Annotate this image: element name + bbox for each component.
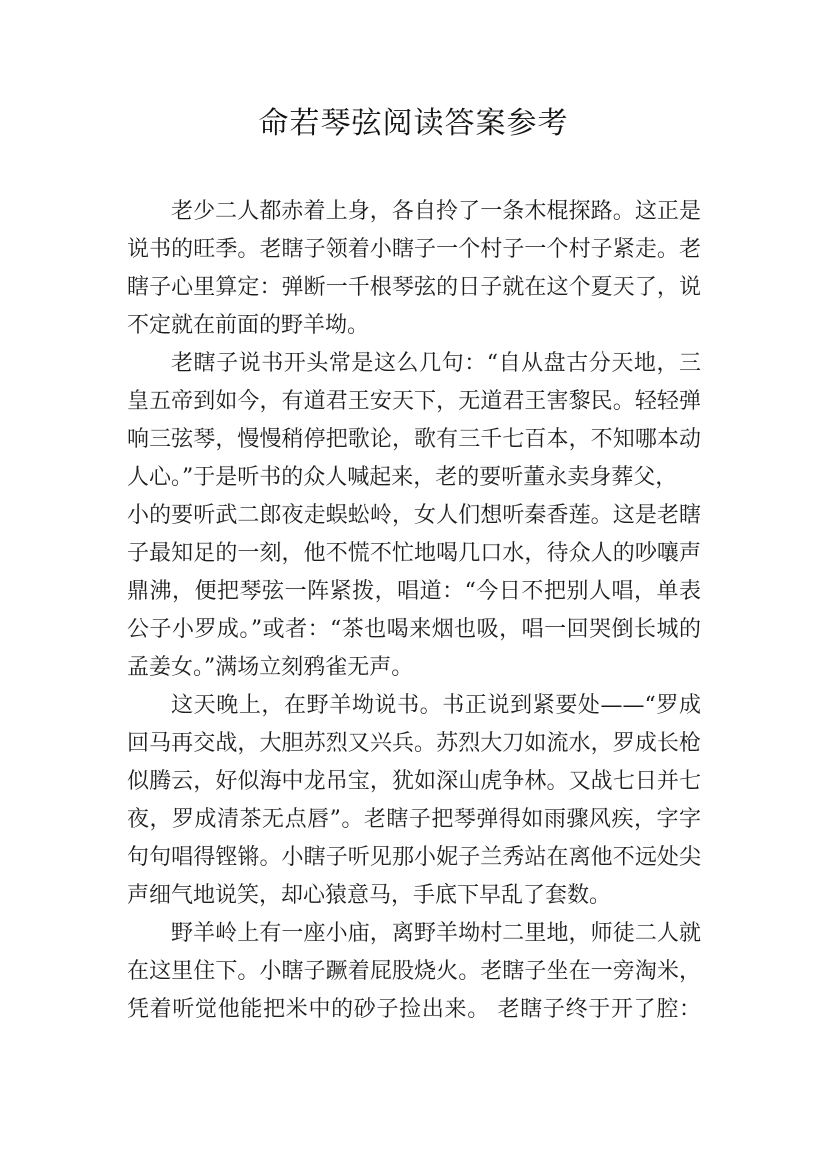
text-line: 夜，罗成清茶无点唇”。老瞎子把琴弹得如雨骤风疾，字字 bbox=[127, 807, 701, 832]
text-line: 人心。”于是听书的众人喊起来，老的要听董永卖身葬父， bbox=[127, 465, 678, 490]
text-line: 野羊岭上有一座小庙，离野羊坳村二里地，师徒二人就 bbox=[171, 921, 701, 946]
text-line: 子最知足的一刻，他不慌不忙地喝几口水，待众人的吵嚷声 bbox=[127, 541, 701, 566]
text-line: 瞎子心里算定：弹断一千根琴弦的日子就在这个夏天了，说 bbox=[127, 275, 701, 300]
text-line: 老少二人都赤着上身，各自拎了一条木棍探路。这正是 bbox=[171, 199, 701, 224]
document-title: 命若琴弦阅读答案参考 bbox=[258, 106, 569, 141]
text-line: 响三弦琴，慢慢稍停把歌论，歌有三千七百本，不知哪本动 bbox=[127, 427, 701, 452]
text-line: 在这里住下。小瞎子蹶着屁股烧火。老瞎子坐在一旁淘米， bbox=[127, 959, 701, 984]
text-line: 声细气地说笑，却心猿意马，手底下早乱了套数。 bbox=[127, 883, 612, 908]
text-line: 句句唱得铿锵。小瞎子听见那小妮子兰秀站在离他不远处尖 bbox=[127, 845, 701, 870]
text-line: 孟姜女。”满场立刻鸦雀无声。 bbox=[127, 655, 414, 680]
text-line: 回马再交战，大胆苏烈又兴兵。苏烈大刀如流水，罗成长枪 bbox=[127, 731, 701, 756]
text-line: 凭着听觉他能把米中的砂子捡出来。 老瞎子终于开了腔： bbox=[127, 997, 701, 1022]
text-line: 公子小罗成。”或者：“茶也喝来烟也吸，唱一回哭倒长城的 bbox=[127, 617, 701, 642]
text-line: 小的要听武二郎夜走蜈蚣岭，女人们想听秦香莲。这是老瞎 bbox=[127, 503, 701, 528]
text-line: 皇五帝到如今，有道君王安天下，无道君王害黎民。轻轻弹 bbox=[127, 389, 701, 414]
text-line: 说书的旺季。老瞎子领着小瞎子一个村子一个村子紧走。老 bbox=[127, 237, 701, 262]
document-body bbox=[127, 193, 701, 1029]
text-line: 老瞎子说书开头常是这么几句：“自从盘古分天地，三 bbox=[171, 351, 701, 376]
text-line: 这天晚上，在野羊坳说书。书正说到紧要处——“罗成 bbox=[171, 693, 701, 718]
text-line: 似腾云，好似海中龙吊宝，犹如深山虎争林。又战七日并七 bbox=[127, 769, 701, 794]
text-line: 不定就在前面的野羊坳。 bbox=[127, 313, 370, 338]
text-line: 鼎沸，便把琴弦一阵紧拨，唱道：“今日不把别人唱，单表 bbox=[127, 579, 701, 604]
